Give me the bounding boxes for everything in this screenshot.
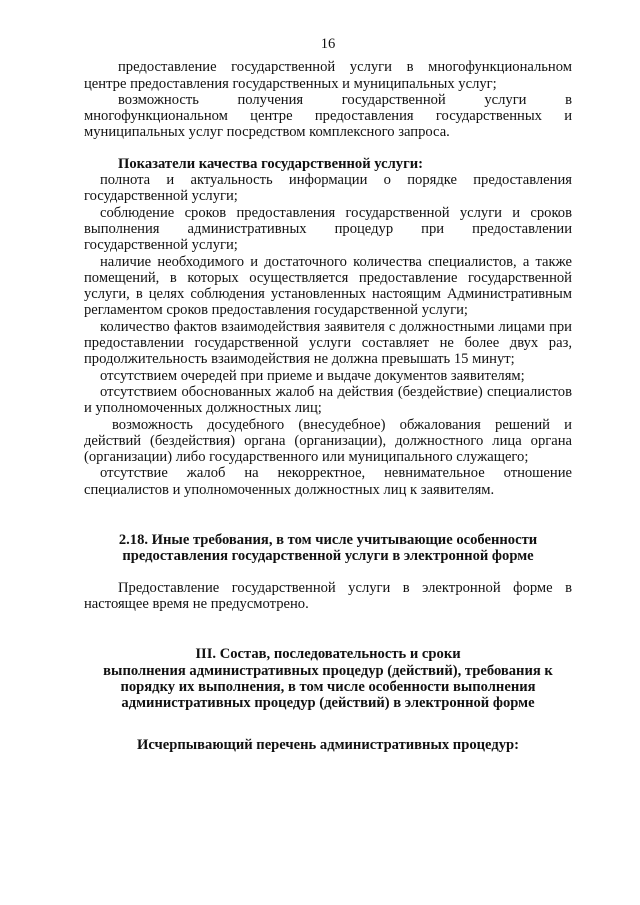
section-iii-heading-line1: III. Состав, последовательность и сроки	[195, 646, 461, 663]
quality-item: возможность досудебного (внесудебное) обжалования решений и действий (бездействия) органа (организации), должностного лица органа (организации) либо государственного или муниципального служащего;	[84, 416, 572, 466]
procedures-list-heading: Исчерпывающий перечень административных процедур:	[137, 737, 519, 754]
quality-item: отсутствие жалоб на некорректное, невнимательное отношение специалистов и уполномоченных должностных лиц к заявителям.	[84, 465, 572, 498]
section-iii-heading-line2: выполнения административных процедур (действий), требования к	[103, 662, 553, 679]
section-218-heading-line1: 2.18. Иные требования, в том числе учитывающие особенности	[118, 532, 538, 549]
quality-item: количество фактов взаимодействия заявителя с должностными лицами при предоставлении государственной услуги составляет не более двух раз, продолжительность взаимодействия не должна превышать 15 минут;	[84, 318, 572, 368]
section-iii-heading-line4: административных процедур (действий) в электронной форме	[121, 695, 535, 712]
paragraph-mfc-provision: предоставление государственной услуги в многофункциональном центре предоставления государственных и муниципальных услуг;	[84, 59, 572, 92]
section-218-heading-line2: предоставления государственной услуги в электронной форме	[122, 548, 534, 565]
quality-item: полнота и актуальность информации о порядке предоставления государственной услуги;	[84, 172, 572, 205]
section-iii-heading-line3: порядку их выполнения, в том числе особенности выполнения	[120, 678, 536, 695]
quality-item: соблюдение сроков предоставления государственной услуги и сроков выполнения административных процедур при предоставлении государственной услуги;	[84, 204, 572, 254]
quality-item: отсутствием очередей при приеме и выдаче документов заявителям;	[100, 367, 525, 384]
paragraph-complex-request: возможность получения государственной услуги в многофункциональном центре предоставления государственных и муниципальных услуг посредством комплексного запроса.	[84, 91, 572, 141]
document-page	[84, 36, 572, 754]
section-218-text: Предоставление государственной услуги в электронной форме в настоящее время не предусмотрено.	[84, 579, 572, 612]
quality-heading: Показатели качества государственной услуги:	[118, 155, 423, 172]
page-number: 16	[320, 36, 336, 52]
quality-item: наличие необходимого и достаточного количества специалистов, а также помещений, в которых осуществляется предоставление государственной услуги, в целях соблюдения установленных настоящим Административным регламентом сроков предоставления государственной услуги;	[84, 253, 572, 319]
quality-item: отсутствием обоснованных жалоб на действия (бездействие) специалистов и уполномоченных должностных лиц;	[84, 383, 572, 417]
